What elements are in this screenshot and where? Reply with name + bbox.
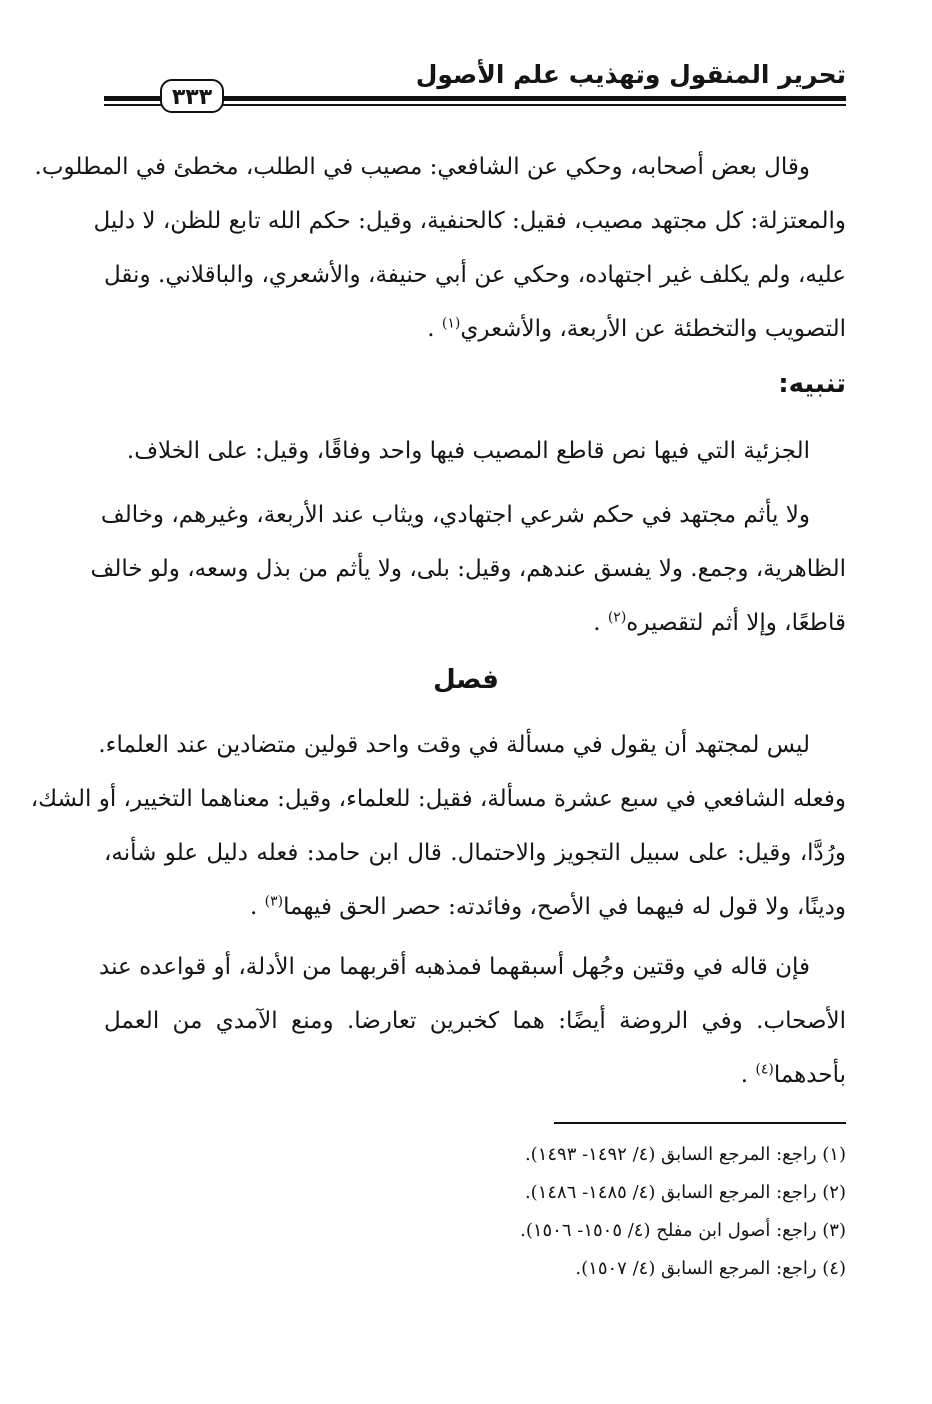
text-line-content: قاطعًا، وإلا أثم لتقصيره	[626, 610, 846, 636]
paragraph-3	[90, 488, 846, 650]
running-header-title: تحرير المنقول وتهذيب علم الأصول	[415, 60, 846, 89]
paragraph-2	[104, 424, 846, 478]
text-line: عليه، ولم يكلف غير اجتهاده، وحكي عن أبي حنيفة، والأشعري، والباقلاني. ونقل	[104, 262, 846, 288]
text-line-content: ودينًا، ولا قول له فيهما في الأصح، وفائدته: حصر الحق فيهما	[283, 894, 846, 920]
footnote-item: (٤) راجع: المرجع السابق (٤/ ١٥٠٧).	[575, 1258, 846, 1279]
text-line: فإن قاله في وقتين وجُهل أسبقهما فمذهبه أقربهما من الأدلة، أو قواعده عند	[99, 954, 810, 980]
footnote-marker: (٢)	[607, 609, 627, 626]
text-line: الأصحاب. وفي الروضة أيضًا: هما كخبرين تعارضا. ومنع الآمدي من العمل	[104, 1008, 846, 1034]
paragraph-1	[34, 140, 846, 356]
sentence-end: .	[427, 316, 435, 342]
text-line: ولا يأثم مجتهد في حكم شرعي اجتهادي، ويثاب عند الأربعة، وغيرهم، وخالف	[100, 502, 810, 528]
footnote-item: (٢) راجع: المرجع السابق (٤/ ١٤٨٥- ١٤٨٦).	[524, 1182, 846, 1203]
text-line: الظاهرية، وجمع. ولا يفسق عندهم، وقيل: بلى، ولا يأثم من بذل وسعه، ولو خالف	[90, 556, 846, 582]
footnote-marker: (٤)	[755, 1061, 774, 1078]
text-line: وقال بعض أصحابه، وحكي عن الشافعي: مصيب في الطلب، مخطئ في المطلوب.	[34, 154, 810, 180]
paragraph-5	[99, 940, 846, 1102]
text-line	[104, 880, 846, 934]
footnote-item: (٣) راجع: أصول ابن مفلح (٤/ ١٥٠٥- ١٥٠٦).	[520, 1220, 846, 1241]
text-line	[104, 302, 846, 356]
section-heading-fasl: فصل	[433, 665, 499, 695]
text-line: الجزئية التي فيها نص قاطع المصيب فيها واحد وفاقًا، وقيل: على الخلاف.	[126, 438, 810, 464]
text-line: والمعتزلة: كل مجتهد مصيب، فقيل: كالحنفية، وقيل: حكم الله تابع للظن، لا دليل	[93, 208, 846, 234]
page-number: ٣٣٣	[160, 79, 224, 113]
text-line	[104, 596, 846, 650]
text-line: ليس لمجتهد أن يقول في مسألة في وقت واحد قولين متضادين عند العلماء.	[98, 732, 810, 758]
text-line-content: التصويب والتخطئة عن الأربعة، والأشعري	[460, 316, 846, 342]
paragraph-4	[30, 718, 846, 934]
footnotes	[300, 1136, 846, 1288]
footnote-item: (١) راجع: المرجع السابق (٤/ ١٤٩٢- ١٤٩٣).	[524, 1144, 846, 1165]
sentence-end: .	[250, 894, 258, 920]
text-line	[104, 1048, 846, 1102]
section-heading-tanbih: تنبيه:	[778, 369, 846, 399]
footnote-marker: (٣)	[264, 893, 284, 910]
sentence-end: .	[593, 610, 601, 636]
text-line-content: بأحدهما	[773, 1062, 846, 1088]
footnote-separator	[554, 1122, 846, 1124]
sentence-end: .	[740, 1062, 749, 1088]
footnote-marker: (١)	[441, 315, 461, 332]
text-line: ورُدَّا، وقيل: على سبيل التجويز والاحتمال. قال ابن حامد: فعله دليل علو شأنه،	[104, 840, 846, 866]
text-line: وفعله الشافعي في سبع عشرة مسألة، فقيل: للعلماء، وقيل: معناهما التخيير، أو الشك،	[30, 786, 846, 812]
